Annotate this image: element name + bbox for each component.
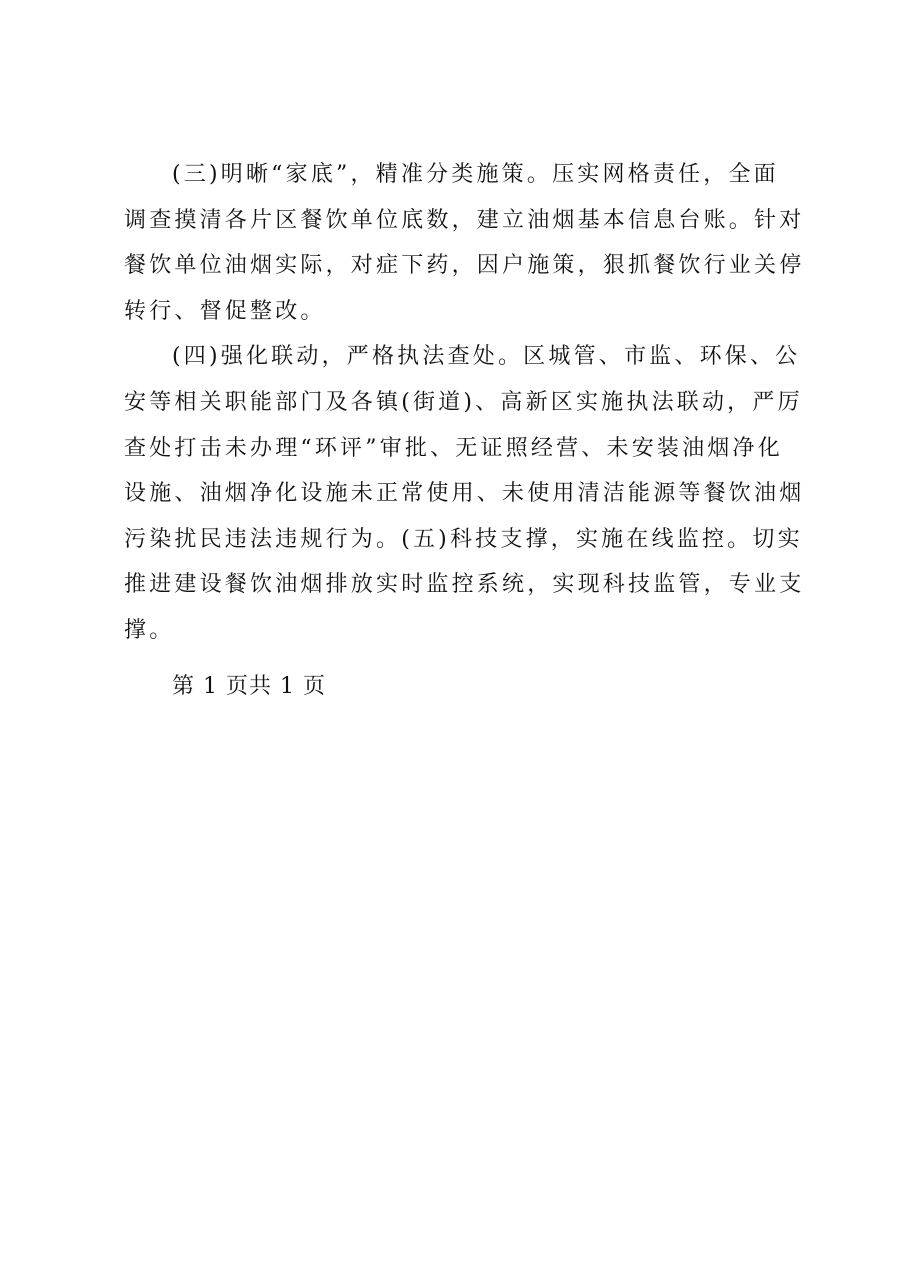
text-line: 污染扰民违法违规行为。(五)科技支撑，实施在线监控。切实 [124, 526, 803, 552]
text-line: (四)强化联动，严格执法查处。区城管、市监、环保、公 [172, 344, 801, 370]
text-line: (三)明晰“家底”，精准分类施策。压实网格责任，全面 [172, 162, 779, 187]
text-line: 转行、督促整改。 [124, 298, 326, 324]
text-line: 安等相关职能部门及各镇(街道)、高新区实施执法联动，严厉 [124, 389, 803, 415]
paragraph-section-3 [124, 152, 805, 334]
text-line: 查处打击未办理“环评”审批、无证照经营、未安装油烟净化 [124, 435, 783, 461]
document-body [124, 152, 805, 654]
page-number-footer: 第 1 页共 1 页 [172, 674, 326, 699]
text-line: 餐饮单位油烟实际，对症下药，因户施策，狠抓餐饮行业关停 [124, 253, 805, 279]
text-line: 撑。 [124, 617, 175, 643]
text-line: 设施、油烟净化设施未正常使用、未使用清洁能源等餐饮油烟 [124, 481, 805, 507]
text-line: 调查摸清各片区餐饮单位底数，建立油烟基本信息台账。针对 [124, 207, 805, 233]
paragraph-section-4 [124, 334, 805, 653]
text-line: 推进建设餐饮油烟排放实时监控系统，实现科技监管，专业支 [124, 572, 805, 598]
